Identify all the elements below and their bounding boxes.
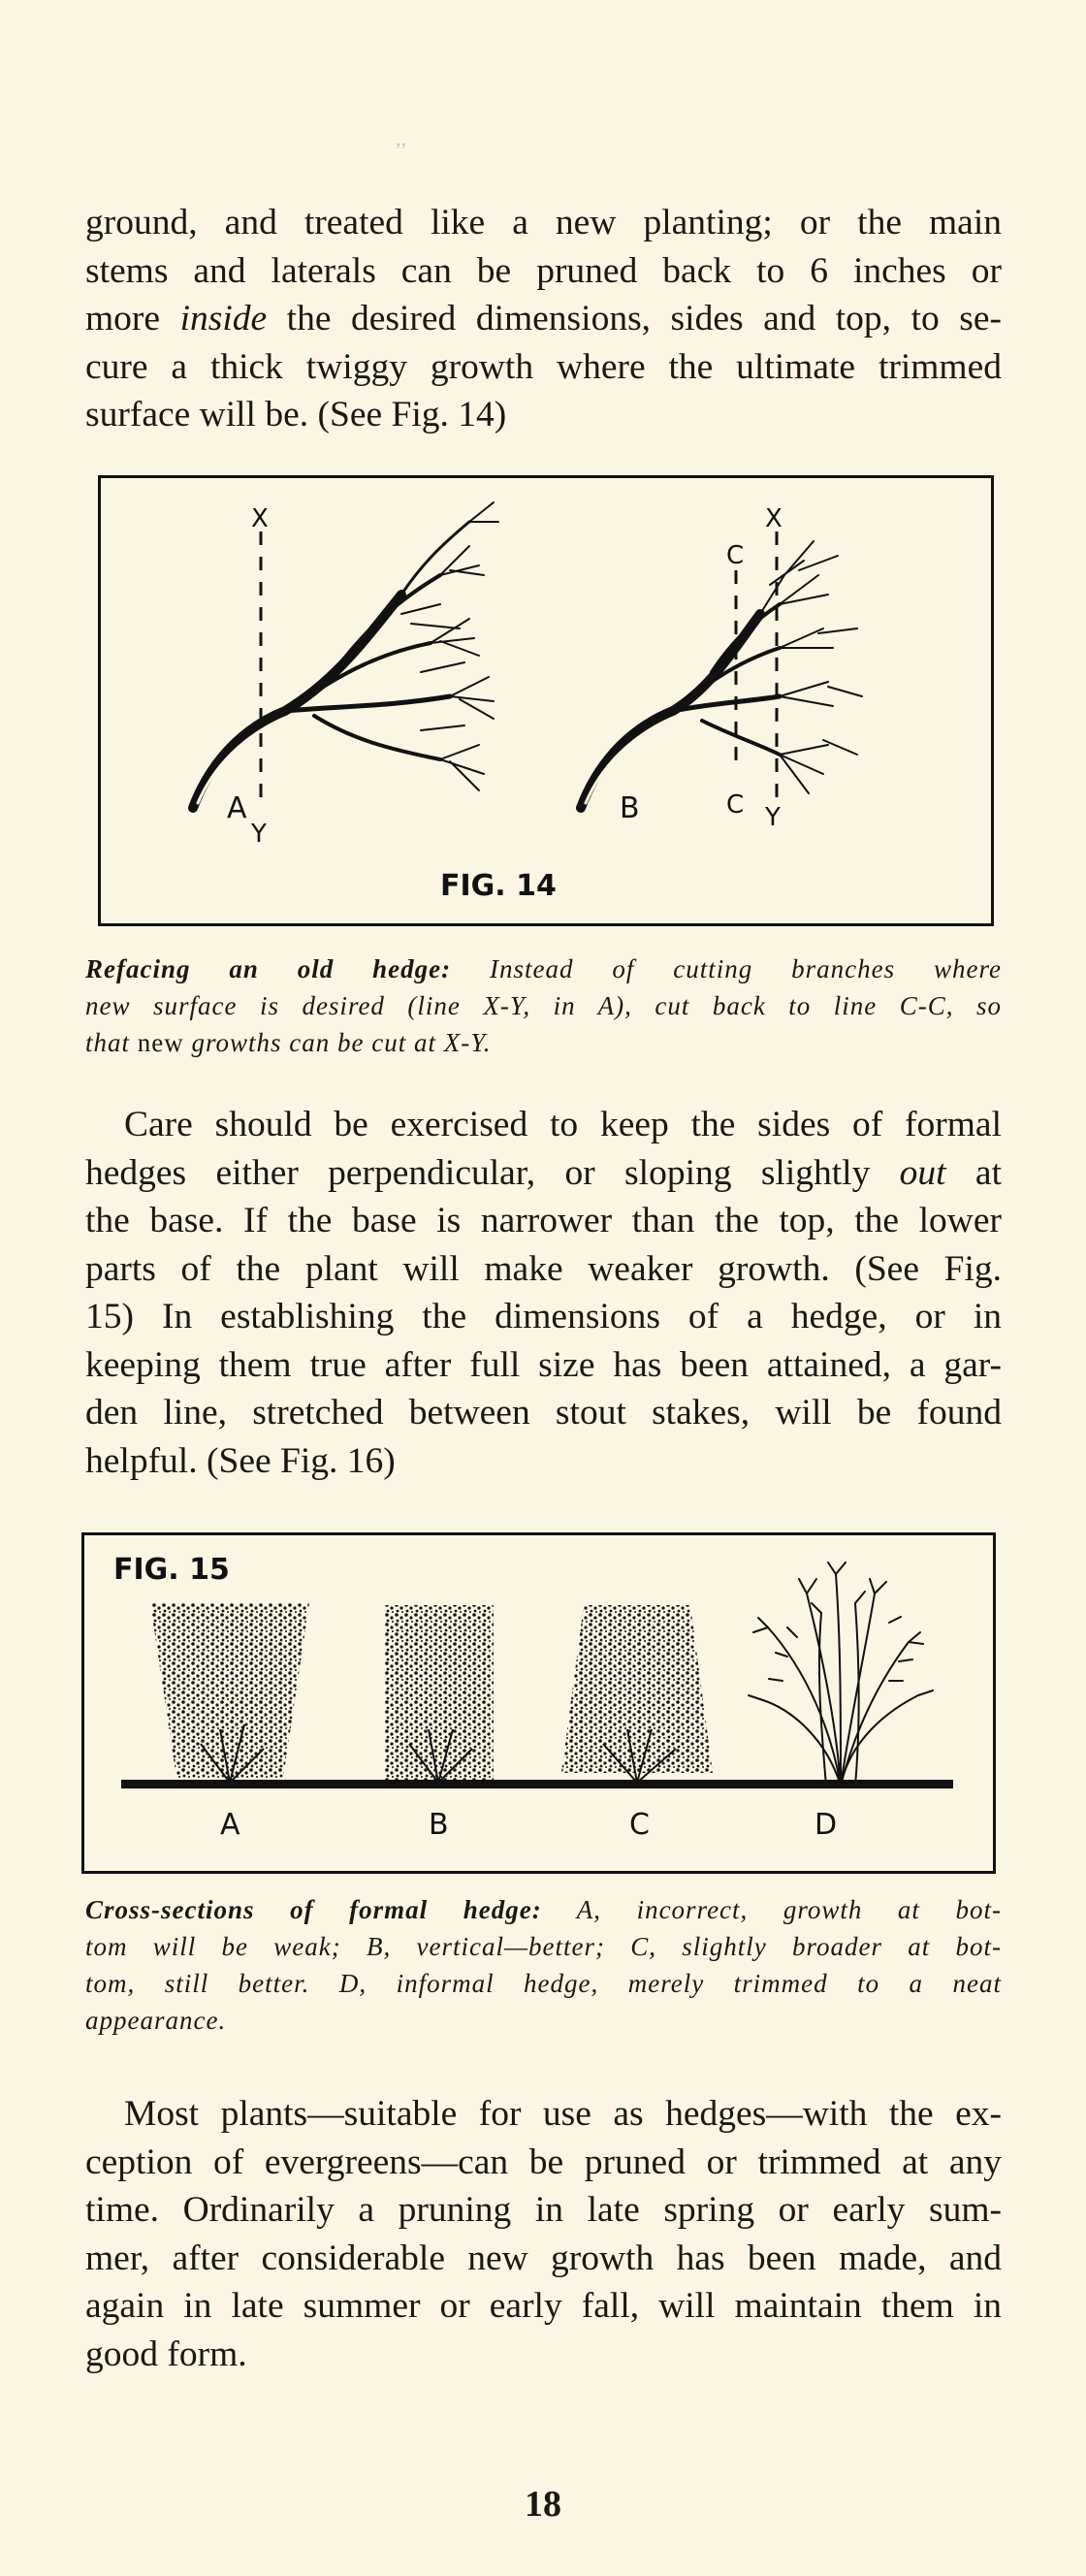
figure-15-caption: Cross-sections of formal hedge: A, incorrect, growth at bot- tom will be weak; B, vertical—better; C, slightly broader at bot- tom, still better. D, informal hedge, merely trimmed to a neat appearance. — [85, 1895, 1002, 2035]
figure-14-title: FIG. 14 — [440, 869, 557, 903]
figure-14-illustration — [101, 478, 991, 923]
figure-15-title: FIG. 15 — [113, 1553, 230, 1587]
text-line: helpful. (See Fig. 16) — [85, 1440, 396, 1481]
label-y-b: Y — [765, 803, 781, 832]
paragraph-3 — [85, 2090, 1002, 2378]
text-line: hedges either perpendicular, or sloping slightly out at — [85, 1152, 1002, 1193]
text-line: surface will be. (See Fig. 14) — [85, 395, 507, 435]
paragraph-1 — [85, 199, 1002, 439]
paragraph-2 — [85, 1101, 1002, 1485]
label-c: C — [629, 1808, 650, 1842]
caption-heading: Cross-sections of formal hedge: — [85, 1895, 542, 1924]
label-b: B — [620, 791, 640, 825]
hedge-b-drawing — [385, 1605, 494, 1783]
emphasis: out — [899, 1152, 946, 1193]
text-line: ground, and treated like a new planting; or the main — [85, 203, 1002, 242]
text-line: Most plants—suitable for use as hedges—with the ex- — [124, 2094, 1002, 2134]
figure-14-caption: Refacing an old hedge: Instead of cutting branches where new surface is desired (line X-Y, in A), cut back to line C-C, so that new growths can be cut at X-Y. — [85, 954, 1002, 1057]
label-d: D — [814, 1808, 838, 1842]
text-line: ception of evergreens—can be pruned or trimmed at any — [85, 2141, 1002, 2182]
text-line: parts of the plant will make weaker growth. (See Fig. — [85, 1248, 1002, 1289]
ground-line — [121, 1780, 953, 1788]
caption-heading: Refacing an old hedge: — [85, 954, 452, 983]
branch-a-drawing — [193, 502, 498, 808]
hedge-c-drawing — [561, 1605, 713, 1783]
text-line: stems and laterals can be pruned back to 6 inches or — [85, 250, 1002, 291]
text-line: again in late summer or early fall, will maintain them in — [85, 2286, 1002, 2326]
text-line: the base. If the base is narrower than the top, the lower — [85, 1201, 1002, 1240]
text-line: 15) In establishing the dimensions of a hedge, or in — [85, 1297, 1002, 1336]
text-line: mer, after considerable new growth has been made, and — [85, 2238, 1002, 2278]
emphasis: inside — [179, 299, 268, 338]
text-line: Care should be exercised to keep the sides of formal — [124, 1105, 1002, 1144]
page-number: 18 — [525, 2484, 561, 2525]
hedge-a-drawing — [150, 1603, 309, 1783]
label-x-a: X — [251, 504, 269, 533]
figure-14 — [98, 475, 994, 926]
text-line: keeping them true after full size has been attained, a gar- — [85, 1344, 1002, 1385]
text-line: cure a thick twiggy growth where the ultimate trimmed — [85, 346, 1002, 387]
figure-15-illustration — [84, 1535, 993, 1871]
text-line: time. Ordinarily a pruning in late spring or early sum- — [85, 2190, 1002, 2230]
label-a: A — [220, 1808, 240, 1842]
label-a: A — [227, 791, 247, 825]
label-y-a: Y — [251, 820, 267, 849]
branch-b-drawing — [581, 541, 862, 808]
label-c-top: C — [726, 541, 745, 570]
stray-mark: ,, — [396, 126, 406, 150]
text-line: more inside the desired dimensions, sides and top, to se- — [85, 299, 1002, 338]
text-line: good form. — [85, 2334, 247, 2374]
figure-15 — [81, 1532, 996, 1874]
text-line: den line, stretched between stout stakes, will be found — [85, 1393, 1002, 1433]
label-b: B — [429, 1808, 449, 1842]
hedge-d-drawing — [749, 1562, 933, 1786]
label-c-bottom: C — [726, 790, 745, 820]
label-x-b: X — [765, 504, 783, 533]
